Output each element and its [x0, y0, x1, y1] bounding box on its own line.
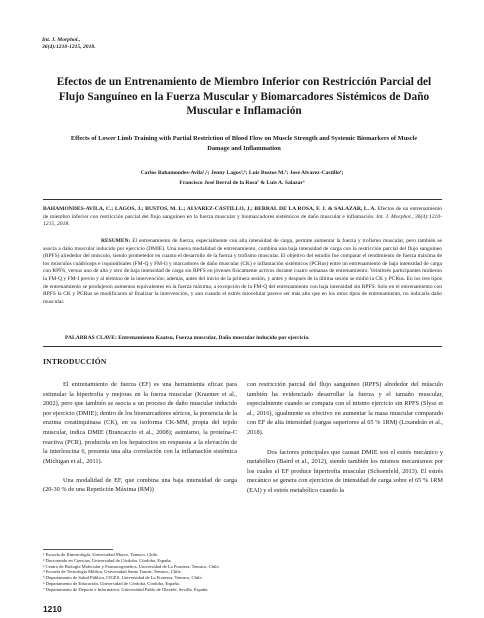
- footnote: ¹ Escuela de Kinesiología, Universidad Mayor, Temuco, Chile.: [43, 552, 159, 557]
- citation-text: Efectos de un entrenamiento de miembro inferior con restricción parcial del flujo sanguíneo en la fuerza muscular y biomarcadores sistémicos de daño muscular e inflamación.: [43, 206, 442, 220]
- footnote: ⁶ Departamento de Educación, Universidad de Córdoba, Córdoba, España.: [43, 580, 180, 586]
- paragraph: con restricción parcial del flujo sanguíneo (RPFS) alrededor del músculo también ha evidenciado desarrollar la fuerza y el tamaño muscular, especialmente cuando se compara con el mismo ejercicio sin RPFS (Slysz et al., 2016), igualmente es efectivo en aumentar la masa muscular comparado con EF de alta intensidad (cargas superiores al 65 % 1RM) (Lixandrão et al., 2018).: [247, 381, 443, 436]
- abstract-label: RESUMEN:: [101, 238, 131, 244]
- body-column-left: [43, 380, 237, 504]
- authors-line-1: Carlos Bahamondes-Avila¹,²; Jenny Lagos³,⁴; Luis Bustos M.⁵; José Alvarez-Castillo⁶;: [140, 170, 344, 176]
- footnote: ⁷ Departamento de Deporte e Informática. Universidad Pablo de Olavide, Sevilla, España.: [43, 586, 209, 592]
- keywords: PALABRAS CLAVE: Entrenamiento Kaatsu, Fuerza muscular, Daño muscular inducido por ejercicio.: [65, 335, 310, 341]
- abstract: [43, 238, 442, 306]
- section-heading-introduction: INTRODUCCIÓN: [43, 357, 107, 366]
- footnote: ³ Centro de Biología Molecular y Farmacogenética, Universidad de La Frontera, Temuco, Chile.: [43, 563, 220, 569]
- journal-volume: 36(4):1210-1215, 2018.: [42, 44, 96, 50]
- abstract-text: El entrenamiento de fuerza, especialmente con alta intensidad de carga, permite aumentar la fuerza y trofismo muscular, pero también se asocia a daño muscular inducido por ejercicio (DMIE). Una nueva modalidad de entrenamiento, combina una baja intensidad de carga con la restricción parcial del flujo sanguíneo (RPFS) alrededor del músculo, siendo prometedor en cuanto el desarrollo de la fuerza y trofismo muscular. El objetivo del estudio fue comparar el rendimiento de fuerza máxima de los músculos cuádriceps e isquiotibiales (FM-Q y FM-I) y marcadores de daño muscular (CK) e inflamación sistémicos (PCRus) entre un entrenamiento de baja intensidad de carga con RPFS, versus uno de alta y otro de baja intensidad de carga sin RPFS en jóvenes físicamente activos durante cuatro semanas de entrenamiento. Veintitrés participantes midieron la FM-Q y FM-I previo y al término de la intervención; además, antes del inicio de la primera sesión, y antes y después de la última sesión se midió la CK y PCRus. En los tres tipos de entrenamiento se produjeron aumentos equivalentes en la fuerza máxima, a excepción de la FM-Q del entrenamiento con baja intensidad sin RPFS. Solo en el entrenamiento con RPFS la CK y PCRus se modificaron al finalizar la intervención, y aun cuando el estrés miocelular parece ser más alto que en los otros tipos de entrenamiento, no indicaría daño muscular.: [43, 238, 442, 305]
- authors-line-2: Francisco José Berral de la Rosa⁷ & Luis A. Salazar³: [179, 180, 305, 186]
- divider-top: [43, 199, 442, 200]
- paragraph: El entrenamiento de fuerza (EF) es una herramienta eficaz para estimular la hipertrofia y mejoras en la fuerza muscular (Kraemer et al., 2002), pero que también se asocia a un proceso de daño muscular inducido por ejercicio (DMIE); dentro de los biomarcadores séricos, la presencia de la enzima creatinquinasa (CK), en su isoforma CK-MM, propia del tejido muscular, indica DMIE (Brancaccio et al., 2008); asimismo, la proteína-C reactiva (PCR), producida en los hepatocitos en respuesta a la elevación de la interleucina 6, presenta una alta correlación con la inflamación sistémica (Michigan et al., 2011).: [43, 381, 237, 465]
- citation-authors: BAHAMONDES-AVILA, C.; LAGOS, J.; BUSTOS, M. L.; ALVAREZ-CASTILLO, J.; BERRAL DE LA ROSA, F. J. & SALAZAR, L. A.: [43, 206, 376, 212]
- citation-journal-ref: Int. J. Morphol., 36(4):1210-1215, 2018.: [43, 213, 442, 228]
- title-spanish: Efectos de un Entrenamiento de Miembro Inferior con Restricción Parcial del Flujo Sanguíneo en la Fuerza Muscular y Biomarcadores Sistémicos de Daño Muscular e Inflamación: [56, 76, 432, 118]
- title-english: Effects of Lower Limb Training with Partial Restriction of Blood Flow on Muscle Strength and Systemic Biomarkers of Muscle Damage and Inflammation: [70, 135, 418, 152]
- page-number: 1210: [43, 604, 62, 614]
- affiliation-footnotes: [43, 552, 239, 592]
- footnote: ⁴ Escuela de Tecnología Médica, Universidad Santo Tomás, Temuco, Chile.: [43, 569, 182, 575]
- citation-block: [43, 206, 442, 229]
- body-column-right: [247, 380, 443, 505]
- footnote: ² Doctorando en Ciencias, Universidad de Córdoba, Córdoba, España.: [43, 557, 172, 563]
- journal-header: [42, 37, 96, 51]
- paragraph: Dos factores principales que causan DMIE son el estrés mecánico y metabólico (Baird et al., 2012), siendo también los mismos mecanismos por los cuales el EF produce hipertrofia muscular (Schoenfeld, 2013). El estrés mecánico se genera con ejercicios de intensidad de carga sobre el 65 % 1RM (EAI) y el estrés metabólico cuando la: [247, 448, 443, 494]
- author-list: [90, 168, 394, 188]
- journal-name: Int. J. Morphol.,: [42, 37, 81, 43]
- paragraph: Una modalidad de EF, que combina una baja intensidad de carga (20-30 % de una Repetición Máxima (RM)): [43, 476, 237, 494]
- divider-keywords: [43, 346, 442, 347]
- footnote-divider: [43, 549, 113, 550]
- footnote: ⁵ Departamento de Salud Pública, CIGES, Universidad de La Frontera, Temuco, Chile.: [43, 575, 203, 580]
